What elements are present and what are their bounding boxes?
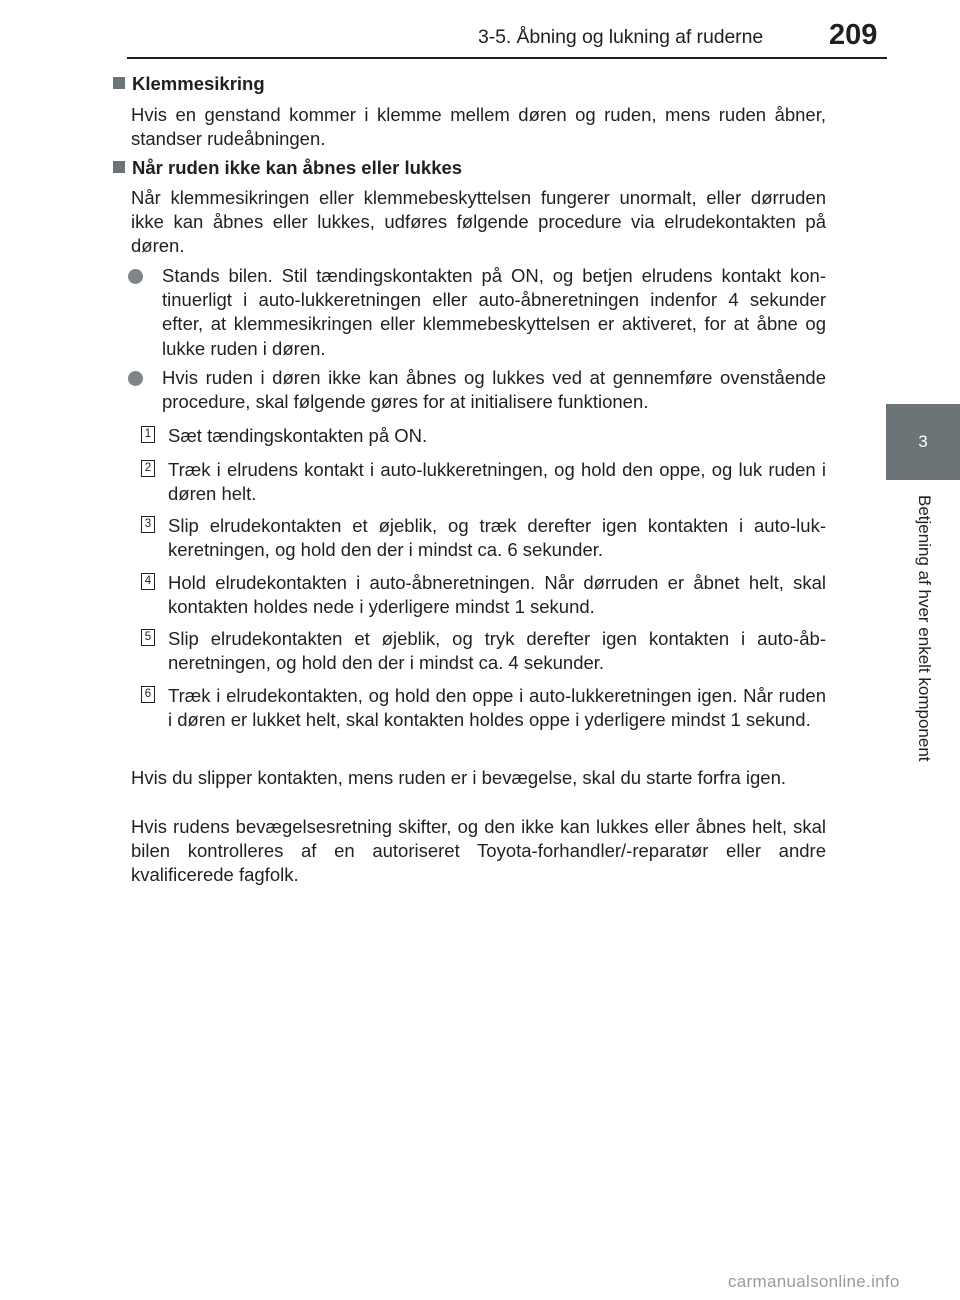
paragraph: Når klemmesikringen eller klemmebeskyttelsen fungerer unormalt, eller dørruden ikke kan åbnes eller lukkes, udføres følgende procedure via elrudekontakten på døren. xyxy=(131,187,826,257)
heading-text: Klemmesikring xyxy=(132,73,265,94)
step-number-box: 1 xyxy=(141,426,155,443)
page-number: 209 xyxy=(829,19,878,51)
step-item xyxy=(141,458,826,506)
section-heading xyxy=(113,72,265,96)
chapter-tab xyxy=(886,404,960,480)
step-text: Slip elrudekontakten et øjeblik, og træk derefter igen kontakten i auto-lukkeretningen, og hold den der i mindst ca. 6 sekunder. xyxy=(168,515,826,561)
round-bullet-icon xyxy=(128,269,143,284)
step-number-box: 2 xyxy=(141,460,155,477)
heading-text: Når ruden ikke kan åbnes eller lukkes xyxy=(132,157,463,178)
step-number-box: 4 xyxy=(141,573,155,590)
step-number-box: 5 xyxy=(141,629,155,646)
bullet-text: Hvis ruden i døren ikke kan åbnes og lukkes ved at gennemføre ovenstående procedure, skal følgende gøres for at initialisere funktionen. xyxy=(162,367,826,413)
step-item xyxy=(141,514,826,562)
step-text: Træk i elrudens kontakt i auto-lukkeretningen, og hold den oppe, og luk ruden i døren helt. xyxy=(168,459,826,505)
square-bullet-icon xyxy=(113,161,125,173)
section-heading xyxy=(113,156,462,180)
chapter-label: Betjening af hver enkelt komponent xyxy=(915,495,934,762)
step-text: Sæt tændingskontakten på ON. xyxy=(168,425,428,446)
list-item xyxy=(128,366,826,414)
step-number-box: 3 xyxy=(141,516,155,533)
paragraph: Hvis rudens bevægelsesretning skifter, og den ikke kan lukkes eller åbnes helt, skal bilen kontrolleres af en autoriseret Toyota-forhandler/-reparatør eller andre kvalificerede fagfolk. xyxy=(131,816,826,886)
round-bullet-icon xyxy=(128,371,143,386)
step-number-box: 6 xyxy=(141,686,155,703)
step-item xyxy=(141,571,826,619)
step-text: Slip elrudekontakten et øjeblik, og tryk derefter igen kontakten i auto-åbneretningen, og hold den der i mindst ca. 4 sekunder. xyxy=(168,628,826,674)
step-item xyxy=(141,684,826,732)
section-title: 3-5. Åbning og lukning af ruderne xyxy=(478,26,764,48)
paragraph: Hvis en genstand kommer i klemme mellem døren og ruden, mens ruden åbner, standser rudeåbningen. xyxy=(131,104,826,150)
list-item xyxy=(128,264,826,361)
watermark-text: carmanualsonline.info xyxy=(728,1272,900,1291)
step-text: Træk i elrudekontakten, og hold den oppe i auto-lukkeretningen igen. Når ruden i døren er lukket helt, skal kontakten holdes oppe i yderligere mindst 1 sekund. xyxy=(168,685,826,731)
paragraph: Hvis du slipper kontakten, mens ruden er i bevægelse, skal du starte forfra igen. xyxy=(131,767,787,788)
step-item xyxy=(141,627,826,675)
square-bullet-icon xyxy=(113,77,125,89)
chapter-number: 3 xyxy=(918,432,928,451)
step-text: Hold elrudekontakten i auto-åbneretningen. Når dørruden er åbnet helt, skal kontakten holdes nede i yderligere mindst 1 sekund. xyxy=(168,572,826,618)
step-item xyxy=(141,424,826,448)
bullet-text: Stands bilen. Stil tændingskontakten på ON, og betjen elrudens kontakt kontinuerligt i auto-lukkeretningen eller auto-åbneretningen indenfor 4 sekunder efter, at klemmesikringen eller klemmebeskyttelsen er aktiveret, for at åbne og lukke ruden i døren. xyxy=(162,265,826,359)
